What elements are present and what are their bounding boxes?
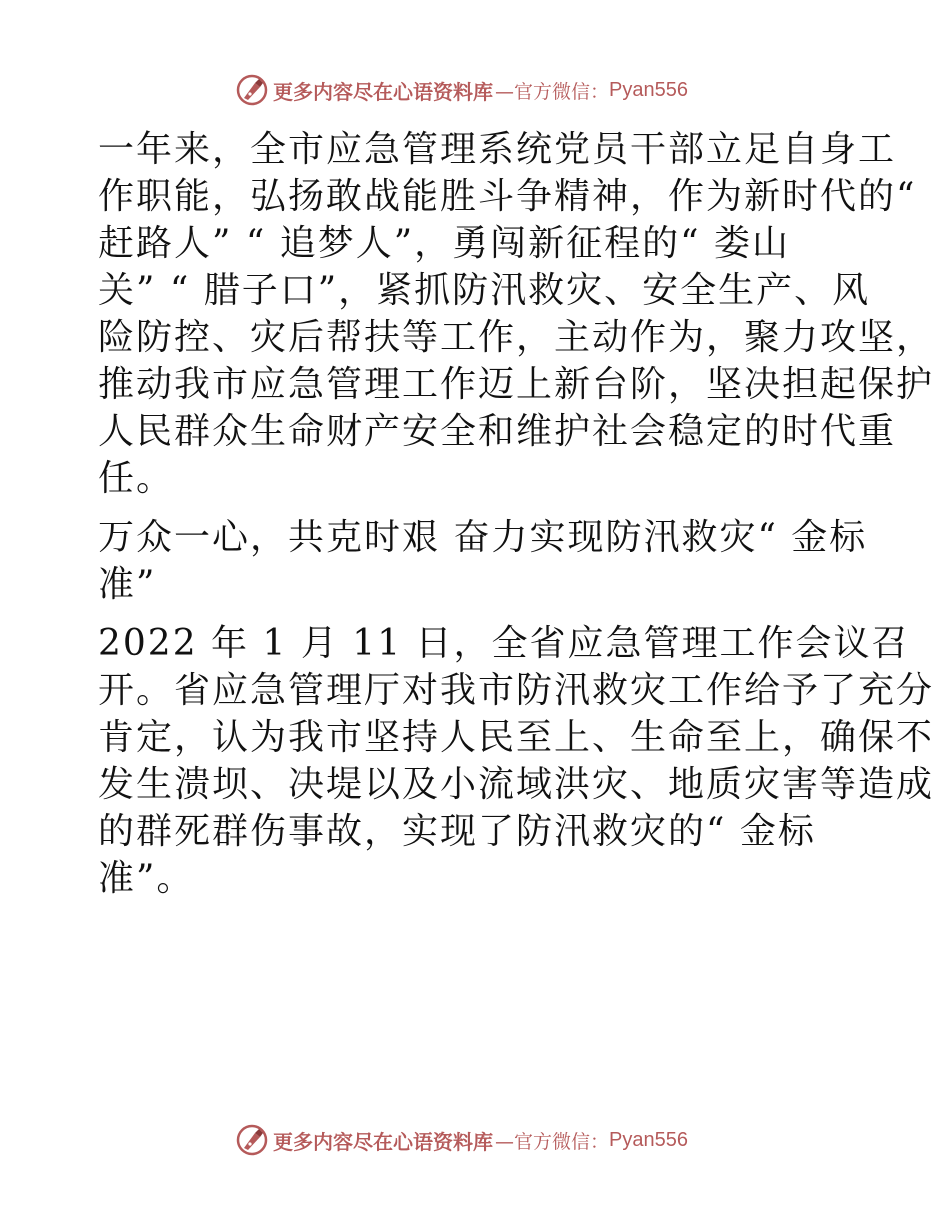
text-line: 发生溃坝、决堤以及小流域洪灾、地质灾害等造成 — [98, 764, 935, 805]
text-line: 万众一心，共克时艰 奋力实现防汛救灾“ 金标 — [98, 517, 868, 558]
watermark-official-text: —官方微信： — [495, 80, 610, 103]
text-line: 一年来，全市应急管理系统党员干部立足自身工 — [98, 129, 897, 170]
section-heading — [98, 514, 868, 608]
text-line: 2022 年 1 月 11 日，全省应急管理工作会议召 — [98, 623, 910, 664]
text-line: 推动我市应急管理工作迈上新台阶，坚决担起保护 — [98, 364, 935, 405]
watermark-wechat-id: Pyan556 — [609, 1128, 688, 1151]
text-line: 赶路人” “ 追梦人”，勇闯新征程的“ 娄山 — [98, 223, 790, 264]
watermark-footer — [235, 1122, 755, 1158]
watermark-main-text: 更多内容尽在心语资料库 — [273, 79, 493, 104]
watermark-main-text: 更多内容尽在心语资料库 — [273, 1129, 493, 1154]
paragraph-intro — [98, 126, 935, 502]
pen-nib-circle-icon — [235, 1123, 269, 1157]
paragraph-meeting — [98, 620, 935, 902]
pen-nib-circle-icon — [235, 73, 269, 107]
text-line: 关” “ 腊子口”，紧抓防汛救灾、安全生产、风 — [98, 270, 871, 311]
text-line: 的群死群伤事故，实现了防汛救灾的“ 金标 — [98, 811, 816, 852]
document-body — [98, 126, 935, 902]
text-line: 作职能，弘扬敢战能胜斗争精神，作为新时代的“ — [98, 176, 917, 217]
text-line: 肯定，认为我市坚持人民至上、生命至上，确保不 — [98, 717, 935, 758]
text-line: 准” — [98, 564, 157, 605]
text-line: 准”。 — [98, 858, 195, 899]
watermark-official-text: —官方微信： — [495, 1130, 610, 1153]
text-line: 开。省应急管理厅对我市防汛救灾工作给予了充分 — [98, 670, 935, 711]
watermark-header — [235, 72, 755, 108]
text-line: 任。 — [98, 458, 175, 499]
text-line: 险防控、灾后帮扶等工作，主动作为，聚力攻坚， — [98, 317, 935, 358]
watermark-wechat-id: Pyan556 — [609, 78, 688, 101]
text-line: 人民群众生命财产安全和维护社会稳定的时代重 — [98, 411, 897, 452]
